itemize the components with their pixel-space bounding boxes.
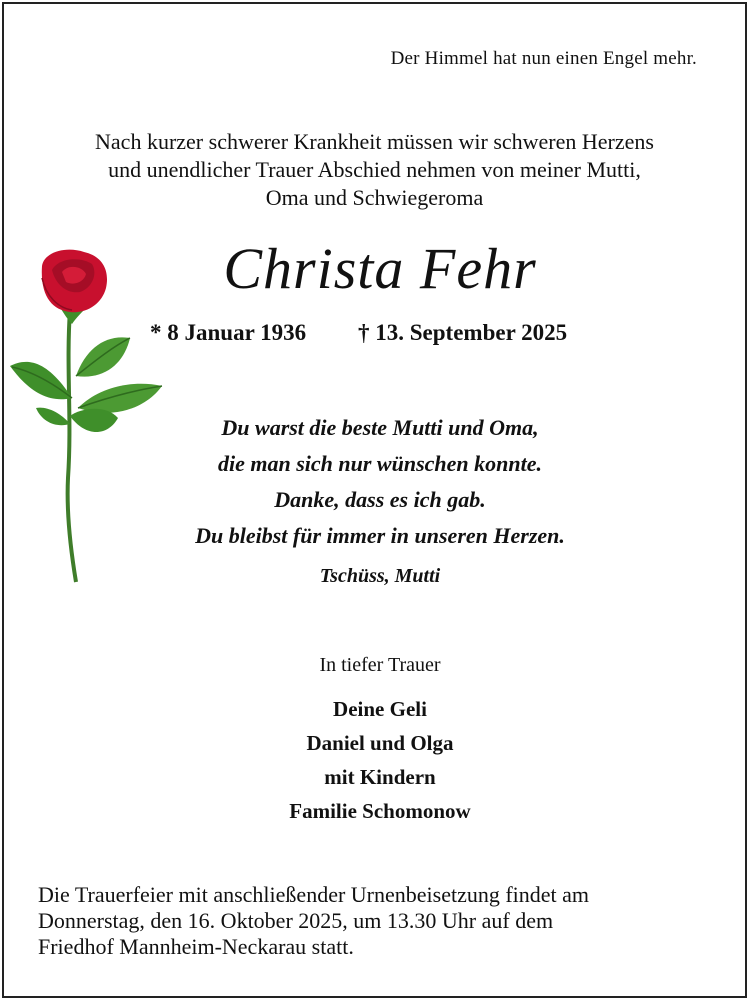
farewell: Tschüss, Mutti [319,565,441,587]
poem-line: die man sich nur wünschen konnte. [218,451,542,476]
mourner: Daniel und Olga [306,731,454,755]
motto: Der Himmel hat nun einen Engel mehr. [390,48,697,69]
intro-line: und unendlicher Trauer Abschied nehmen von meiner Mutti, [108,157,641,182]
intro-line: Nach kurzer schwerer Krankheit müssen wir schweren Herzens [95,129,654,154]
ceremony-info [38,882,718,960]
poem-line: Du bleibst für immer in unseren Herzen. [195,523,565,548]
intro-line: Oma und Schwiegeroma [265,185,484,210]
intro-text [0,128,749,212]
mourners-list [120,692,640,828]
mourning-heading: In tiefer Trauer [319,654,441,676]
poem [120,410,640,554]
mourner: Deine Geli [333,697,427,721]
birth-date: * 8 Januar 1936 [150,320,307,345]
mourner: mit Kindern [324,765,436,789]
ceremony-line: Die Trauerfeier mit anschließender Urnenbeisetzung findet am [38,882,590,907]
ceremony-line: Donnerstag, den 16. Oktober 2025, um 13.30 Uhr auf dem [38,908,554,933]
death-date: † 13. September 2025 [358,320,568,345]
deceased-name: Christa Fehr [223,236,537,301]
poem-line: Du warst die beste Mutti und Oma, [221,415,539,440]
poem-line: Danke, dass es ich gab. [274,487,486,512]
ceremony-line: Friedhof Mannheim-Neckarau statt. [38,934,354,959]
mourner: Familie Schomonow [289,799,471,823]
